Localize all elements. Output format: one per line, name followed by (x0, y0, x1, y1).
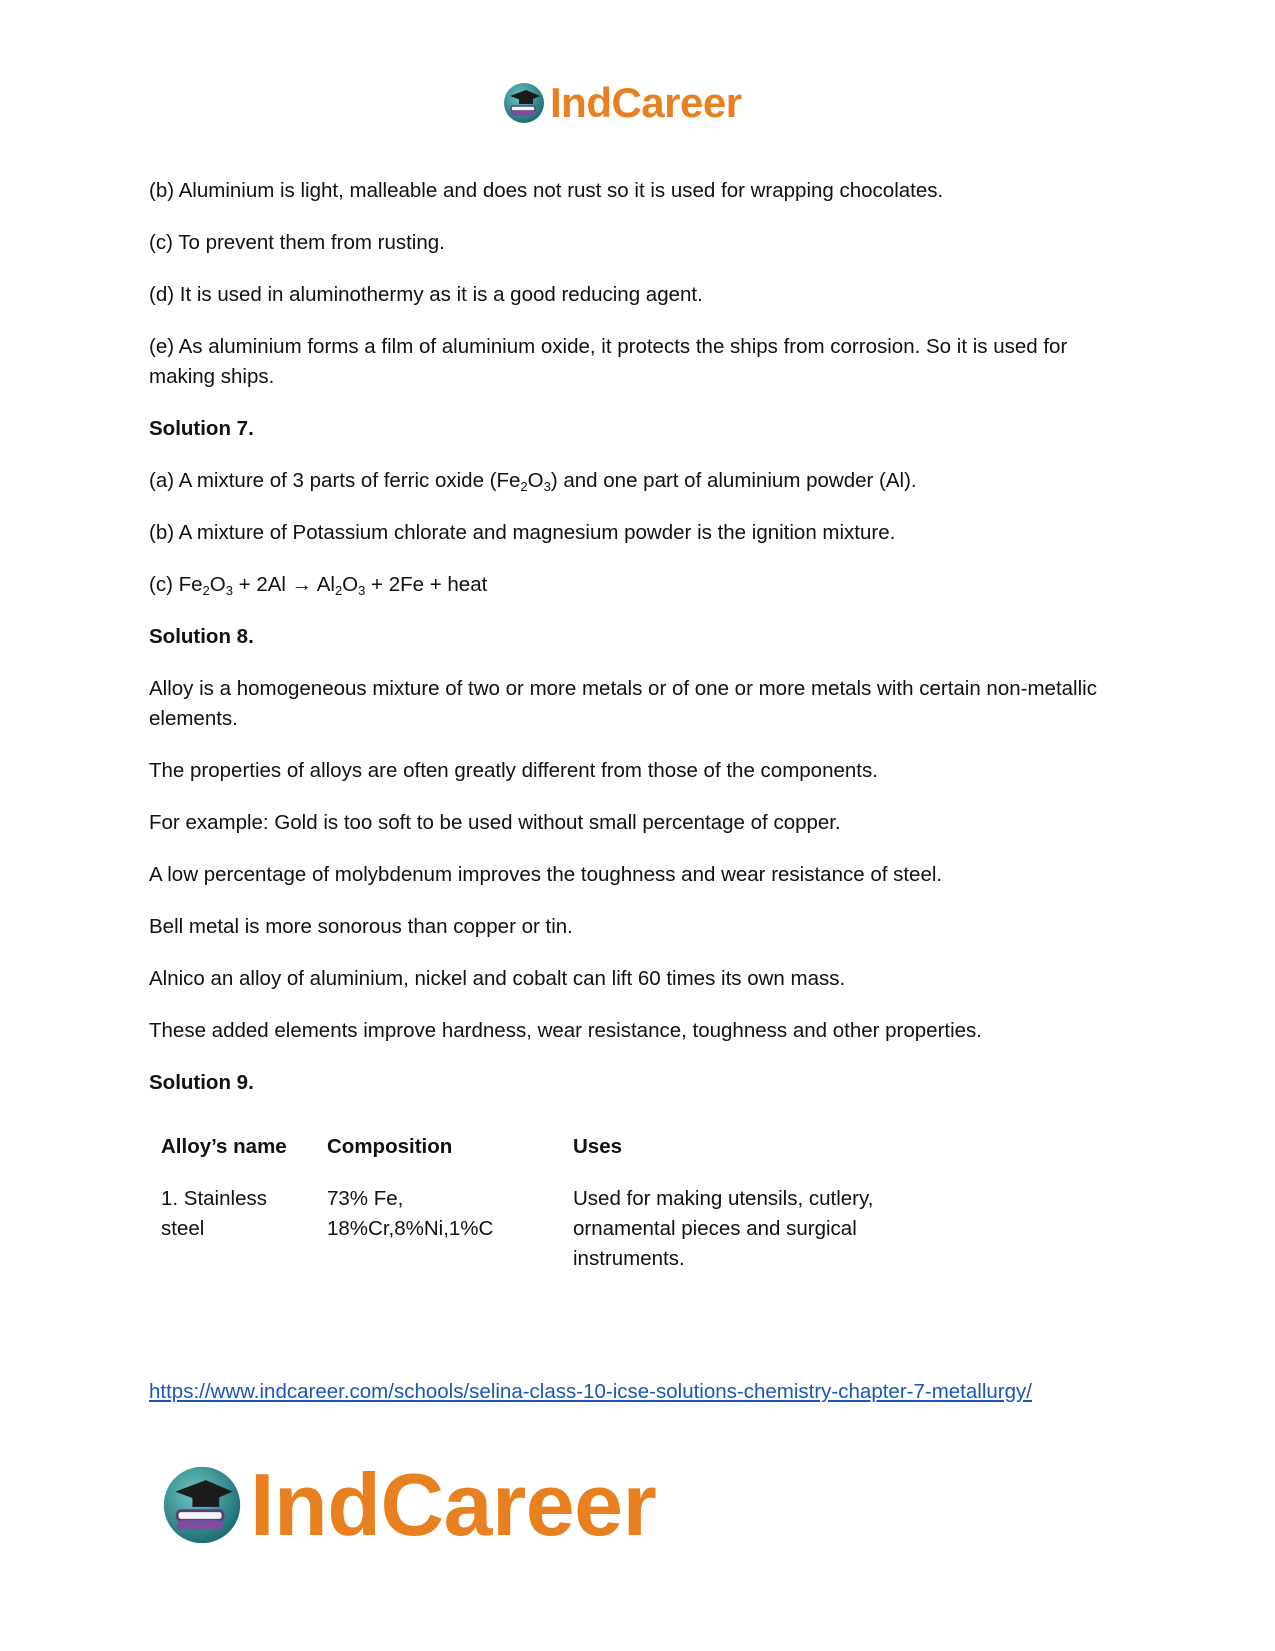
column-header-alloy-name: Alloy’s name (161, 1135, 287, 1158)
solution-7-a: (a) A mixture of 3 parts of ferric oxide $(Fe_2O_3)$ and one part of aluminium powder (Al). (149, 469, 917, 494)
table-row (151, 1184, 943, 1274)
table-header-row (151, 1132, 943, 1184)
brand-wordmark: IndCareer (550, 79, 742, 126)
graduation-cap-book-icon (502, 81, 546, 125)
alloy-table (151, 1132, 943, 1274)
header-logo (502, 80, 742, 126)
solution-7-c-equation: (c) $Fe_2O_3 + 2Al \to Al_2O_3 + 2Fe$ + heat (149, 573, 488, 598)
solution-8-heading: Solution 8. (149, 625, 254, 648)
solution-8-p4: A low percentage of molybdenum improves the toughness and wear resistance of steel. (149, 863, 943, 886)
graduation-cap-book-icon (160, 1463, 244, 1547)
solution-8-p6: Alnico an alloy of aluminium, nickel and cobalt can lift 60 times its own mass. (149, 967, 846, 990)
answer-e-ships: (e) As aluminium forms a film of aluminium oxide, it protects the ships from corrosion. So it is used for making ships. (149, 335, 1068, 388)
cell-composition: 73% Fe, 18%Cr,8%Ni,1%C (327, 1187, 494, 1240)
solution-8-p2: The properties of alloys are often greatly different from those of the components. (149, 759, 878, 782)
solution-8-p7: These added elements improve hardness, wear resistance, toughness and other properties. (149, 1019, 983, 1042)
solution-7-b: (b) A mixture of Potassium chlorate and magnesium powder is the ignition mixture. (149, 521, 896, 544)
solution-8-p3: For example: Gold is too soft to be used without small percentage of copper. (149, 811, 841, 834)
footer-logo (160, 1455, 657, 1554)
column-header-uses: Uses (573, 1135, 623, 1158)
solution-8-p1: Alloy is a homogeneous mixture of two or more metals or of one or more metals with certain non-metallic elements. (149, 677, 1097, 730)
solution-9-heading: Solution 9. (149, 1071, 254, 1094)
cell-alloy-name: 1. Stainless steel (161, 1187, 267, 1240)
solution-8-p5: Bell metal is more sonorous than copper or tin. (149, 915, 573, 938)
column-header-composition: Composition (327, 1135, 453, 1158)
document-body (149, 176, 1129, 1274)
source-url-link[interactable]: https://www.indcareer.com/schools/selina-class-10-icse-solutions-chemistry-chapter-7-metallurgy/ (149, 1380, 1032, 1403)
answer-b-aluminium: (b) Aluminium is light, malleable and does not rust so it is used for wrapping chocolates. (149, 179, 944, 202)
answer-c-rusting: (c) To prevent them from rusting. (149, 231, 445, 254)
cell-uses: Used for making utensils, cutlery, ornamental pieces and surgical instruments. (573, 1187, 874, 1270)
brand-wordmark: IndCareer (250, 1455, 657, 1554)
answer-d-aluminothermy: (d) It is used in aluminothermy as it is a good reducing agent. (149, 283, 703, 306)
solution-7-heading: Solution 7. (149, 417, 254, 440)
